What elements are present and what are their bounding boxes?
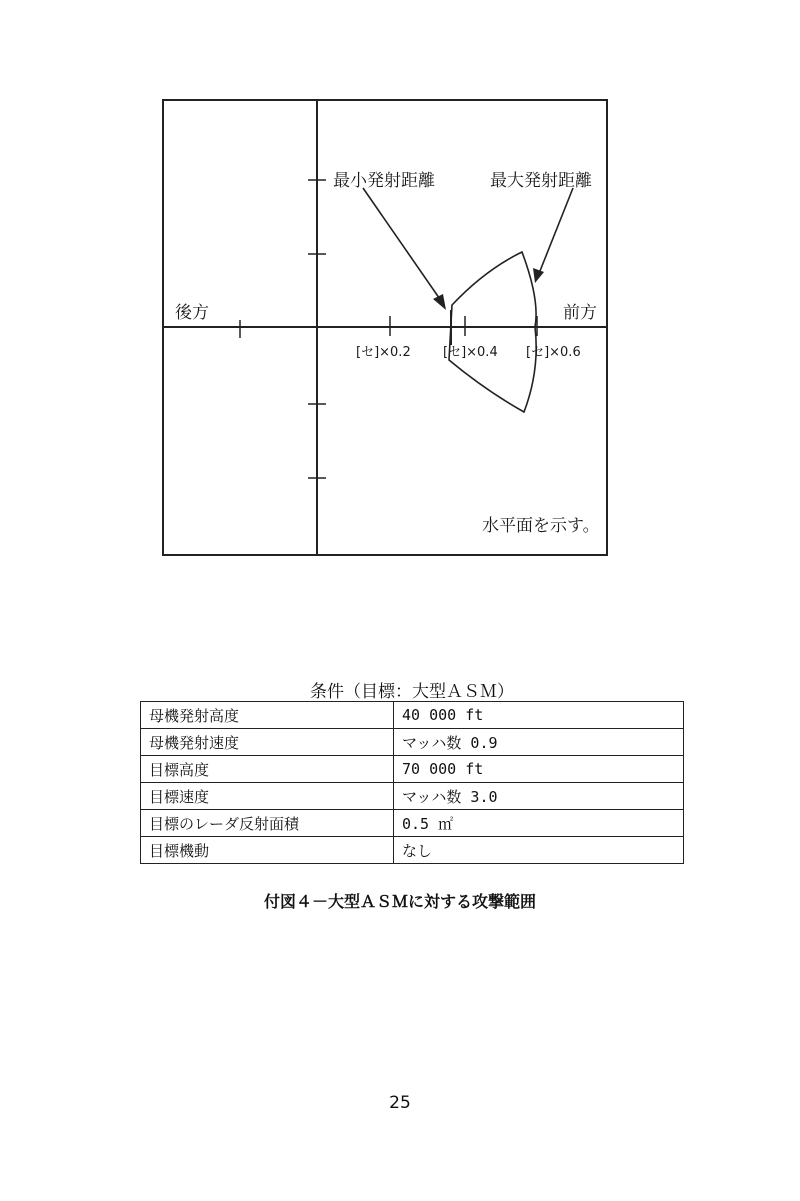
table-row [141,756,684,783]
condition-label: 目標のレーダ反射面積 [141,810,394,837]
condition-label: 目標機動 [141,837,394,864]
condition-value: なし [394,837,684,864]
plane-note: 水平面を示す。 [482,516,600,536]
attack-range-region [449,252,536,412]
condition-label: 目標高度 [141,756,394,783]
max-range-label: 最大発射距離 [490,171,592,191]
condition-value: 70 000 ft [394,756,684,783]
min-range-leader [363,188,444,305]
condition-label: 母機発射速度 [141,729,394,756]
condition-value: 40 000 ft [394,702,684,729]
tick-label-1: [セ]×0.2 [356,345,411,360]
condition-value: マッハ数 0.9 [394,729,684,756]
attack-range-diagram [0,0,800,600]
conditions-table [140,701,684,864]
page-number: 25 [389,1093,411,1113]
min-range-arrowhead [433,294,446,310]
figure-caption: 付図４－大型ＡＳＭに対する攻撃範囲 [263,892,536,911]
table-row [141,837,684,864]
tick-label-3: [セ]×0.6 [526,345,581,360]
condition-value: マッハ数 3.0 [394,783,684,810]
tick-label-2: [セ]×0.4 [443,345,498,360]
conditions-title: 条件（目標：大型ＡＳＭ） [310,682,514,702]
max-range-arrowhead [533,268,544,283]
condition-value: 0.5 ㎡ [394,810,684,837]
front-label: 前方 [563,303,597,323]
min-range-label: 最小発射距離 [333,171,435,191]
max-range-leader [538,188,573,276]
table-row [141,729,684,756]
table-row [141,702,684,729]
table-row [141,783,684,810]
condition-label: 母機発射高度 [141,702,394,729]
table-row [141,810,684,837]
rear-label: 後方 [175,303,209,323]
condition-label: 目標速度 [141,783,394,810]
